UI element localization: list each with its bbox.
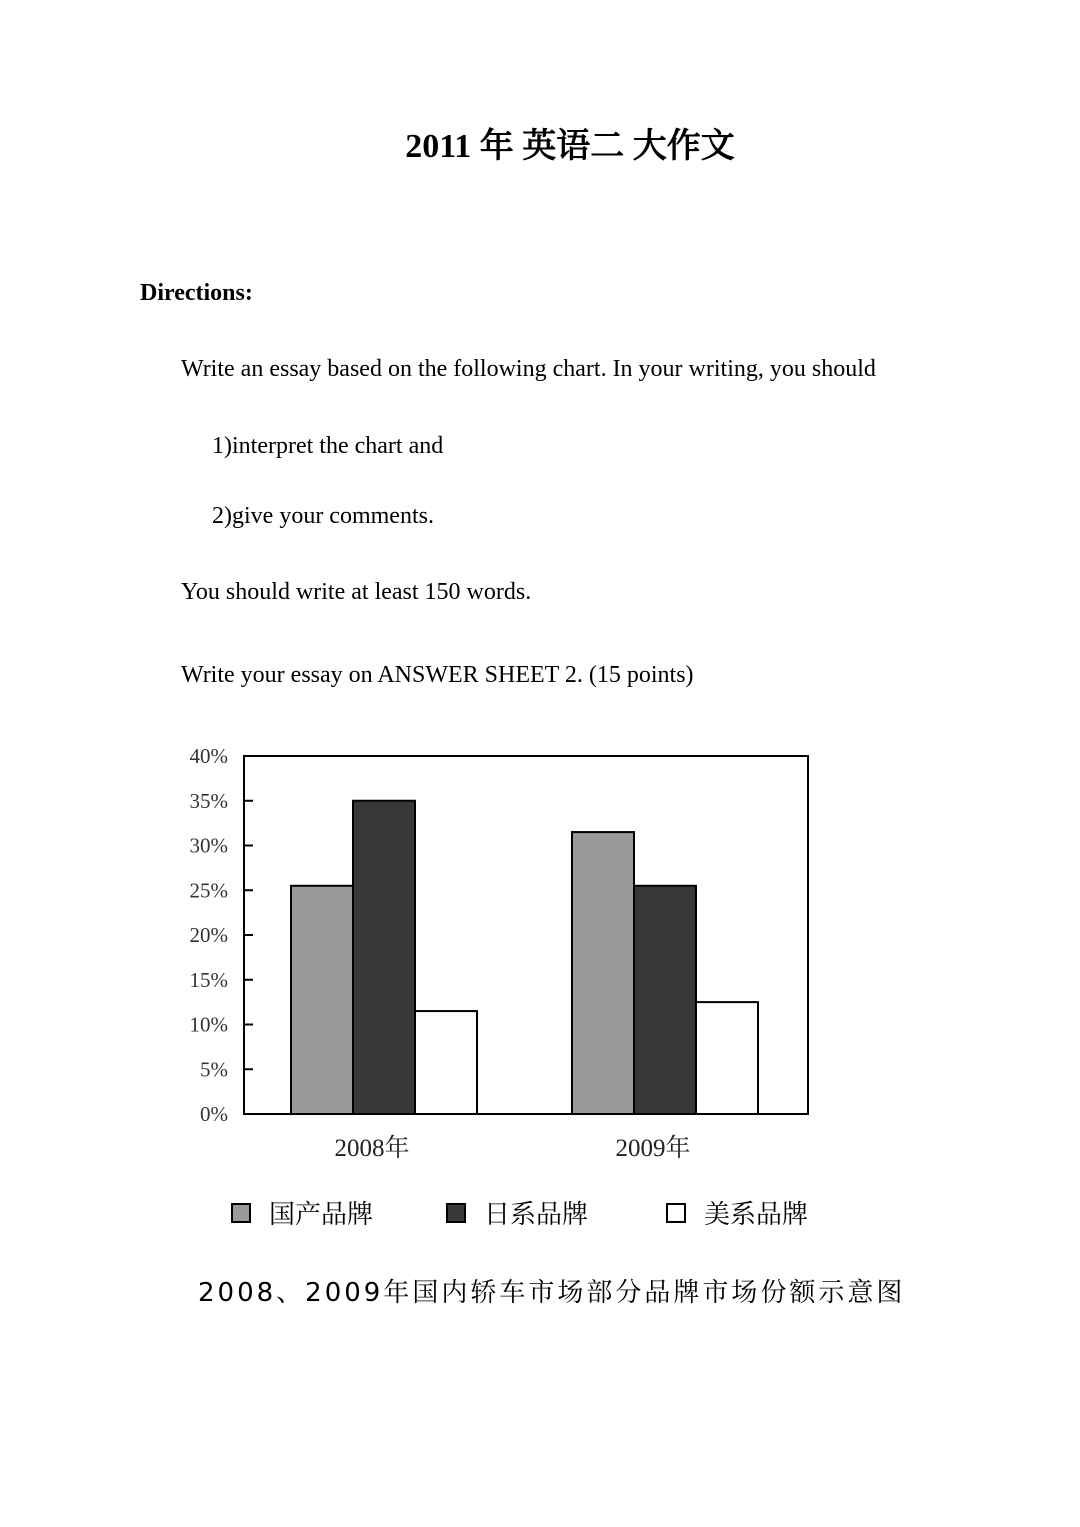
legend-swatch-japanese: [446, 1203, 466, 1223]
y-tick-label: 5%: [200, 1057, 228, 1082]
chart-legend: [0, 1194, 1080, 1230]
x-tick-label: 2008年: [334, 1135, 410, 1160]
bar: [291, 886, 353, 1114]
document-title: 2011 年 英语二 大作文: [405, 128, 735, 165]
y-tick-label: 25%: [189, 878, 228, 903]
x-tick-label: 2009年: [615, 1135, 691, 1160]
legend-label-japanese: 日系品牌: [484, 1200, 589, 1230]
instructions-point-2: 2)give your comments.: [212, 503, 434, 529]
bar: [696, 1002, 758, 1114]
chart-caption: 2008、2009年国内轿车市场部分品牌市场份额示意图: [198, 1278, 906, 1308]
y-tick-label: 15%: [189, 967, 228, 992]
y-tick-label: 10%: [189, 1012, 228, 1037]
bar: [572, 832, 634, 1114]
legend-label-domestic: 国产品牌: [269, 1200, 374, 1230]
instructions-answer-sheet: Write your essay on ANSWER SHEET 2. (15 points): [181, 662, 694, 688]
legend-swatch-domestic: [231, 1203, 251, 1223]
bar-chart: [0, 740, 1080, 1160]
y-tick-label: 20%: [189, 923, 228, 947]
y-tick-label: 40%: [189, 744, 228, 768]
y-tick-label: 0%: [200, 1102, 228, 1126]
instructions-point-1: 1)interpret the chart and: [212, 433, 444, 459]
instructions-word-count: You should write at least 150 words.: [181, 579, 532, 605]
legend-label-american: 美系品牌: [704, 1200, 809, 1230]
instructions-intro: Write an essay based on the following chart. In your writing, you should: [181, 356, 876, 382]
legend-swatch-american: [666, 1203, 686, 1223]
bar: [415, 1011, 477, 1114]
bar: [634, 886, 696, 1114]
y-tick-label: 30%: [189, 833, 228, 858]
y-tick-label: 35%: [189, 788, 228, 813]
directions-label: Directions:: [140, 280, 253, 306]
bar-chart-svg: [0, 740, 1080, 1160]
legend-item-japanese: [446, 1194, 588, 1231]
legend-item-american: [666, 1194, 808, 1231]
legend-item-domestic: [231, 1194, 373, 1231]
bar: [353, 801, 415, 1114]
